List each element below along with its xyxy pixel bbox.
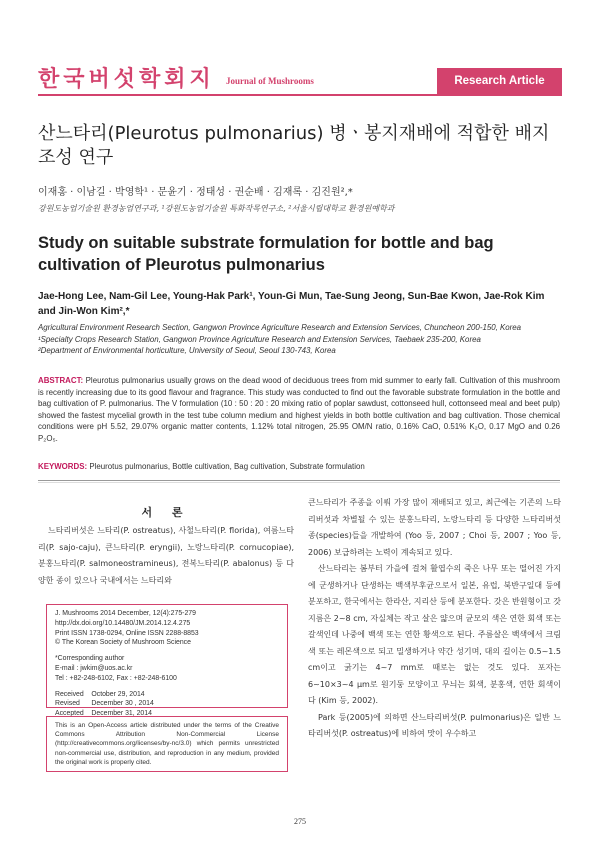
affiliation-line: ²Department of Environmental horticulture, University of Seoul, Seoul 130-743, Korea: [38, 346, 336, 355]
abstract: [38, 375, 560, 444]
doi-link[interactable]: http://dx.doi.org/10.14480/JM.2014.12.4.275: [55, 619, 191, 627]
keywords: [38, 462, 560, 471]
correspondence-label: *Corresponding author: [55, 655, 125, 663]
abstract-label: ABSTRACT:: [38, 376, 84, 385]
phone-fax-line: Tel : +82-248-6102, Fax : +82-248-6100: [55, 674, 177, 682]
issn-line: Print ISSN 1738-0294, Online ISSN 2288-8853: [55, 629, 199, 637]
affiliations-english: [38, 322, 563, 357]
paper-title-english: Study on suitable substrate formulation for bottle and bag cultivation of Pleurotus pulmonarius: [38, 234, 494, 274]
received-date: Received October 29, 2014: [55, 690, 145, 698]
copyright-line: © The Korean Society of Mushroom Science: [55, 639, 191, 647]
body-paragraph: 산느타리는 봄부터 가을에 걸쳐 활엽수의 죽은 나무 또는 떨어진 가지에 군생하거나 단생하는 백색부후균으로서 일본, 유럽, 북반구일대 등에 분포하고, 한국에서는 한라산, 지리산 등에 분포한다. 갓은 반원형이고 갓 지름은 2~8 cm, 자실체는 작고 살은 얇으며 균모의 색은 연한 회색 또는 갈색인데 나중에 백색 또는 연한 황색으로 된다. 주름살은 백색에서 크림색 또는 레몬색으로 되고 밀생하거나 약간 성기며, 대의 길이는 0.5~1.5 cm이고 굵기는 4~7 mm로 때로는 없는 것도 있다. 포자는 6~10×3~4 μm로 원기둥 모양이고 무늬는 회색, 분홍색, 연한 회색이다 (Kim 등, 2002).: [308, 564, 561, 705]
article-type-badge: Research Article: [437, 68, 562, 94]
body-right-column: [308, 495, 561, 743]
email-line[interactable]: E-mail : jwkim@uos.ac.kr: [55, 664, 133, 672]
revised-date: Revised December 30 , 2014: [55, 700, 154, 708]
body-paragraph: 큰느타리가 주종을 이뤄 가장 많이 재배되고 있고, 최근에는 기존의 느타리버섯과 차별될 수 있는 분홍느타리, 노랑느타리 등 다양한 느타리버섯 종(species)들을 개발하여 (Yoo 등, 2007 ; Choi 등, 2007 ; Yoo 등, 2006) 보급하려는 노력이 계속되고 있다.: [308, 498, 561, 557]
paper-title-korean: 산느타리(Pleurotus pulmonarius) 병ㆍ봉지재배에 적합한 배지조성 연구: [38, 123, 550, 168]
keywords-label: KEYWORDS:: [38, 462, 88, 471]
abstract-text: Pleurotus pulmonarius usually grows on the dead wood of deciduous trees from mid summer to early fall. Cultivation of this mushroom is recently increasing due to its good flavour and fragrance. This study was conducted to find out the favorable substrate formulation in the bottle and bag cultivation of P. pulmonarius. The V formulation (10 : 50 : 20 : 20 mixing ratio of poplar sawdust, cottonseed hull, cottonseed meal and beet pulp) showed the fastest mycelial growth in the test tube column medium and highest yields in both bottle cultivation and bag cultivation. Those chemical conditions were pH 5.52, 29.07% organic matter contents, 1.12% total nitrogen, 25.95 OM/N ratio, 0.16% CaO, 0.51% K₂O, 0.17 MgO and 0.26 P₂O₅.: [38, 376, 560, 443]
affiliation-line: Agricultural Environment Research Section, Gangwon Province Agriculture Research and Extension Services, Chuncheon 200-150, Korea: [38, 323, 522, 332]
affiliations-korean: 강원도농업기술원 환경농업연구과, ¹강원도농업기술원 특화작목연구소, ²서울시립대학교 환경원예학과: [38, 204, 395, 213]
article-info-box: [46, 604, 288, 718]
open-access-notice: This is an Open-Access article distributed under the terms of the Creative Commons Attribution Non-Commercial License (http://creativecommons.org/licenses/by-nc/3.0) which permits unrestricted non-commercial use, distribution, and reproduction in any medium, provided the original work is properly cited.: [46, 716, 288, 772]
page-number: 275: [294, 817, 306, 826]
body-paragraph: Park 등(2005)에 의하면 산느타리버섯(P. pulmonarius)은 일반 느타리버섯(P. ostreatus)에 비하여 맛이 우수하고: [308, 712, 561, 738]
header-rule: [38, 94, 562, 96]
body-left-column: [38, 523, 294, 589]
section-divider: [38, 480, 560, 481]
authors-korean: 이재홍 · 이남길 · 박영학¹ · 문윤기 · 정태성 · 권순배 · 김재록 · 김진원²,*: [38, 187, 353, 198]
affiliation-line: ¹Specialty Crops Research Station, Gangwon Province Agriculture Research and Extension Services, Taebaek 235-200, Korea: [38, 334, 481, 344]
keywords-text: Pleurotus pulmonarius, Bottle cultivation, Bag cultivation, Substrate formulation: [89, 462, 365, 471]
section-heading-introduction: 서 론: [141, 506, 191, 519]
authors-english: Jae-Hong Lee, Nam-Gil Lee, Young-Hak Park¹, Youn-Gi Mun, Tae-Sung Jeong, Sun-Bae Kwon, Jae-Rok Kim and Jin-Won Kim²,*: [38, 291, 545, 317]
accepted-date: Accepted December 31, 2014: [55, 710, 152, 718]
journal-title-korean: 한국버섯학회지: [38, 67, 215, 92]
journal-title-english: Journal of Mushrooms: [226, 76, 314, 86]
citation-line: J. Mushrooms 2014 December, 12(4):275-279: [55, 610, 196, 617]
body-paragraph: 느타리버섯은 느타리(P. ostreatus), 사철느타리(P. florida), 여름느타리(P. sajo-caju), 큰느타리(P. eryngii), 노랑느타리(P. cornucopiae), 분홍느타리(P. salmoneostramineus), 전복느타리(P. abalonus) 등 다양한 종이 있으나 국내에서는 느타리와: [38, 526, 294, 585]
section-divider-shadow: [38, 482, 560, 483]
